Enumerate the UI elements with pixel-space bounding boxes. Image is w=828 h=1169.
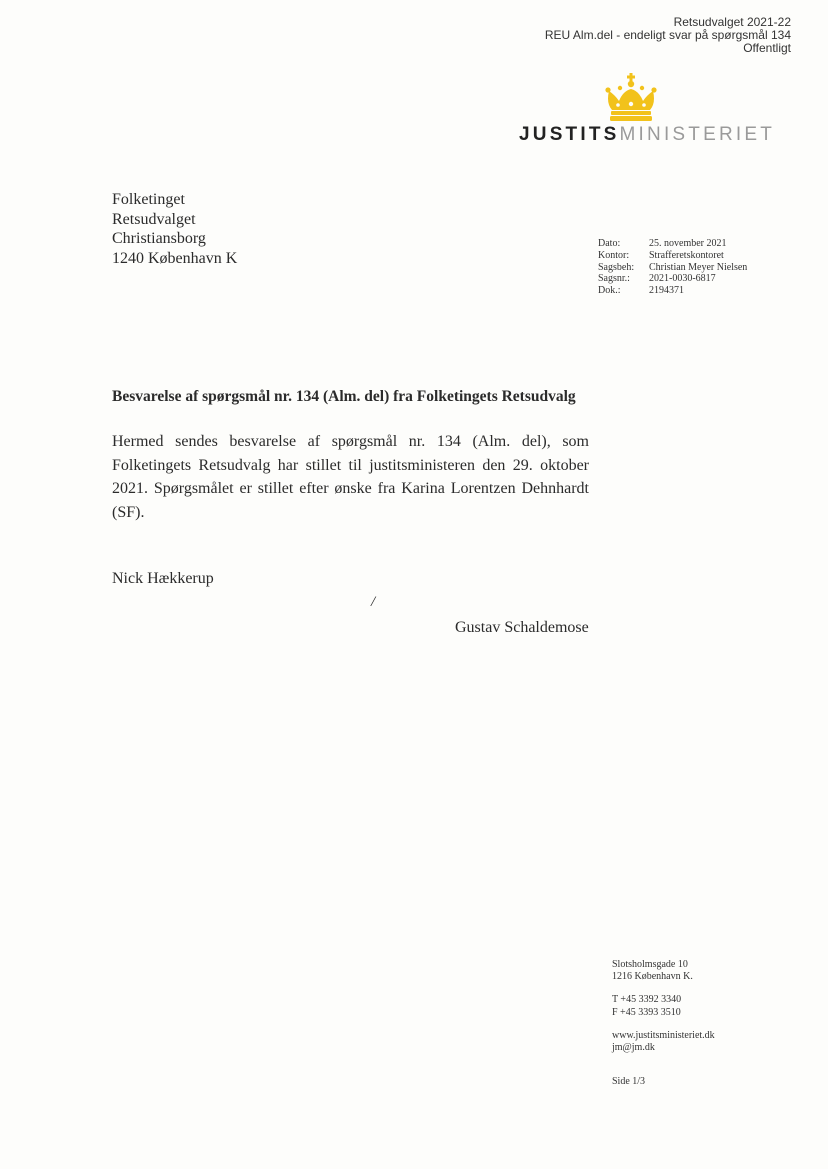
recipient-line: 1240 København K <box>112 249 238 267</box>
info-key: Kontor: <box>598 249 630 261</box>
info-row-document <box>598 285 761 297</box>
info-value: 25. november 2021 <box>649 238 727 249</box>
info-key: Sagsbeh: <box>598 261 635 273</box>
info-key: Sagsnr.: <box>598 273 630 285</box>
info-row-date <box>598 238 761 250</box>
header-meta <box>545 16 791 55</box>
footer-email: jm@jm.dk <box>612 1042 655 1054</box>
page-number: Side 1/3 <box>612 1076 646 1088</box>
letter-subject: Besvarelse af spørgsmål nr. 134 (Alm. del) fra Folketingets Retsudvalg <box>112 388 576 405</box>
info-row-office <box>598 250 761 262</box>
footer-phone: T +45 3392 3340 <box>612 994 682 1006</box>
ministry-logo <box>519 124 775 146</box>
meta-line-3: Offentligt <box>743 41 791 55</box>
footer-address-1: Slotsholmsgade 10 <box>612 959 688 970</box>
logo-part-1: JUSTITS <box>519 124 620 145</box>
recipient-line: Retsudvalget <box>112 210 196 228</box>
crown-icon <box>603 73 659 121</box>
footer-web: www.justitsministeriet.dk <box>612 1029 715 1041</box>
footer-fax: F +45 3393 3510 <box>612 1006 681 1018</box>
recipient-address <box>112 190 237 268</box>
signature-minister: Nick Hækkerup <box>112 570 214 587</box>
footer-contact <box>612 959 715 1088</box>
logo-part-2: MINISTERIET <box>619 124 776 145</box>
info-row-case-number <box>598 273 761 285</box>
recipient-line: Folketinget <box>112 191 185 208</box>
info-row-handler <box>598 262 761 274</box>
info-value: Strafferetskontoret <box>649 249 724 261</box>
info-key: Dato: <box>598 238 621 249</box>
letter-body: Hermed sendes besvarelse af spørgsmål nr. 134 (Alm. del), som Folketingets Retsudvalg har stillet til justitsministeren den 29. oktober 2021. Spørgsmålet er stillet efter ønske fra Karina Lorentzen Dehnhardt (SF). <box>112 433 589 521</box>
recipient-line: Christiansborg <box>112 230 206 247</box>
footer-address-2: 1216 København K. <box>612 971 693 983</box>
meta-line-1: Retsudvalget 2021-22 <box>673 15 791 29</box>
signature-official: Gustav Schaldemose <box>455 619 589 636</box>
signature-separator: / <box>371 594 376 610</box>
document-info <box>598 238 761 297</box>
info-key: Dok.: <box>598 285 621 297</box>
meta-line-2: REU Alm.del - endeligt svar på spørgsmål 134 <box>544 28 791 42</box>
info-value: 2021-0030-6817 <box>649 273 716 285</box>
info-value: 2194371 <box>649 285 684 297</box>
info-value: Christian Meyer Nielsen <box>649 261 748 273</box>
